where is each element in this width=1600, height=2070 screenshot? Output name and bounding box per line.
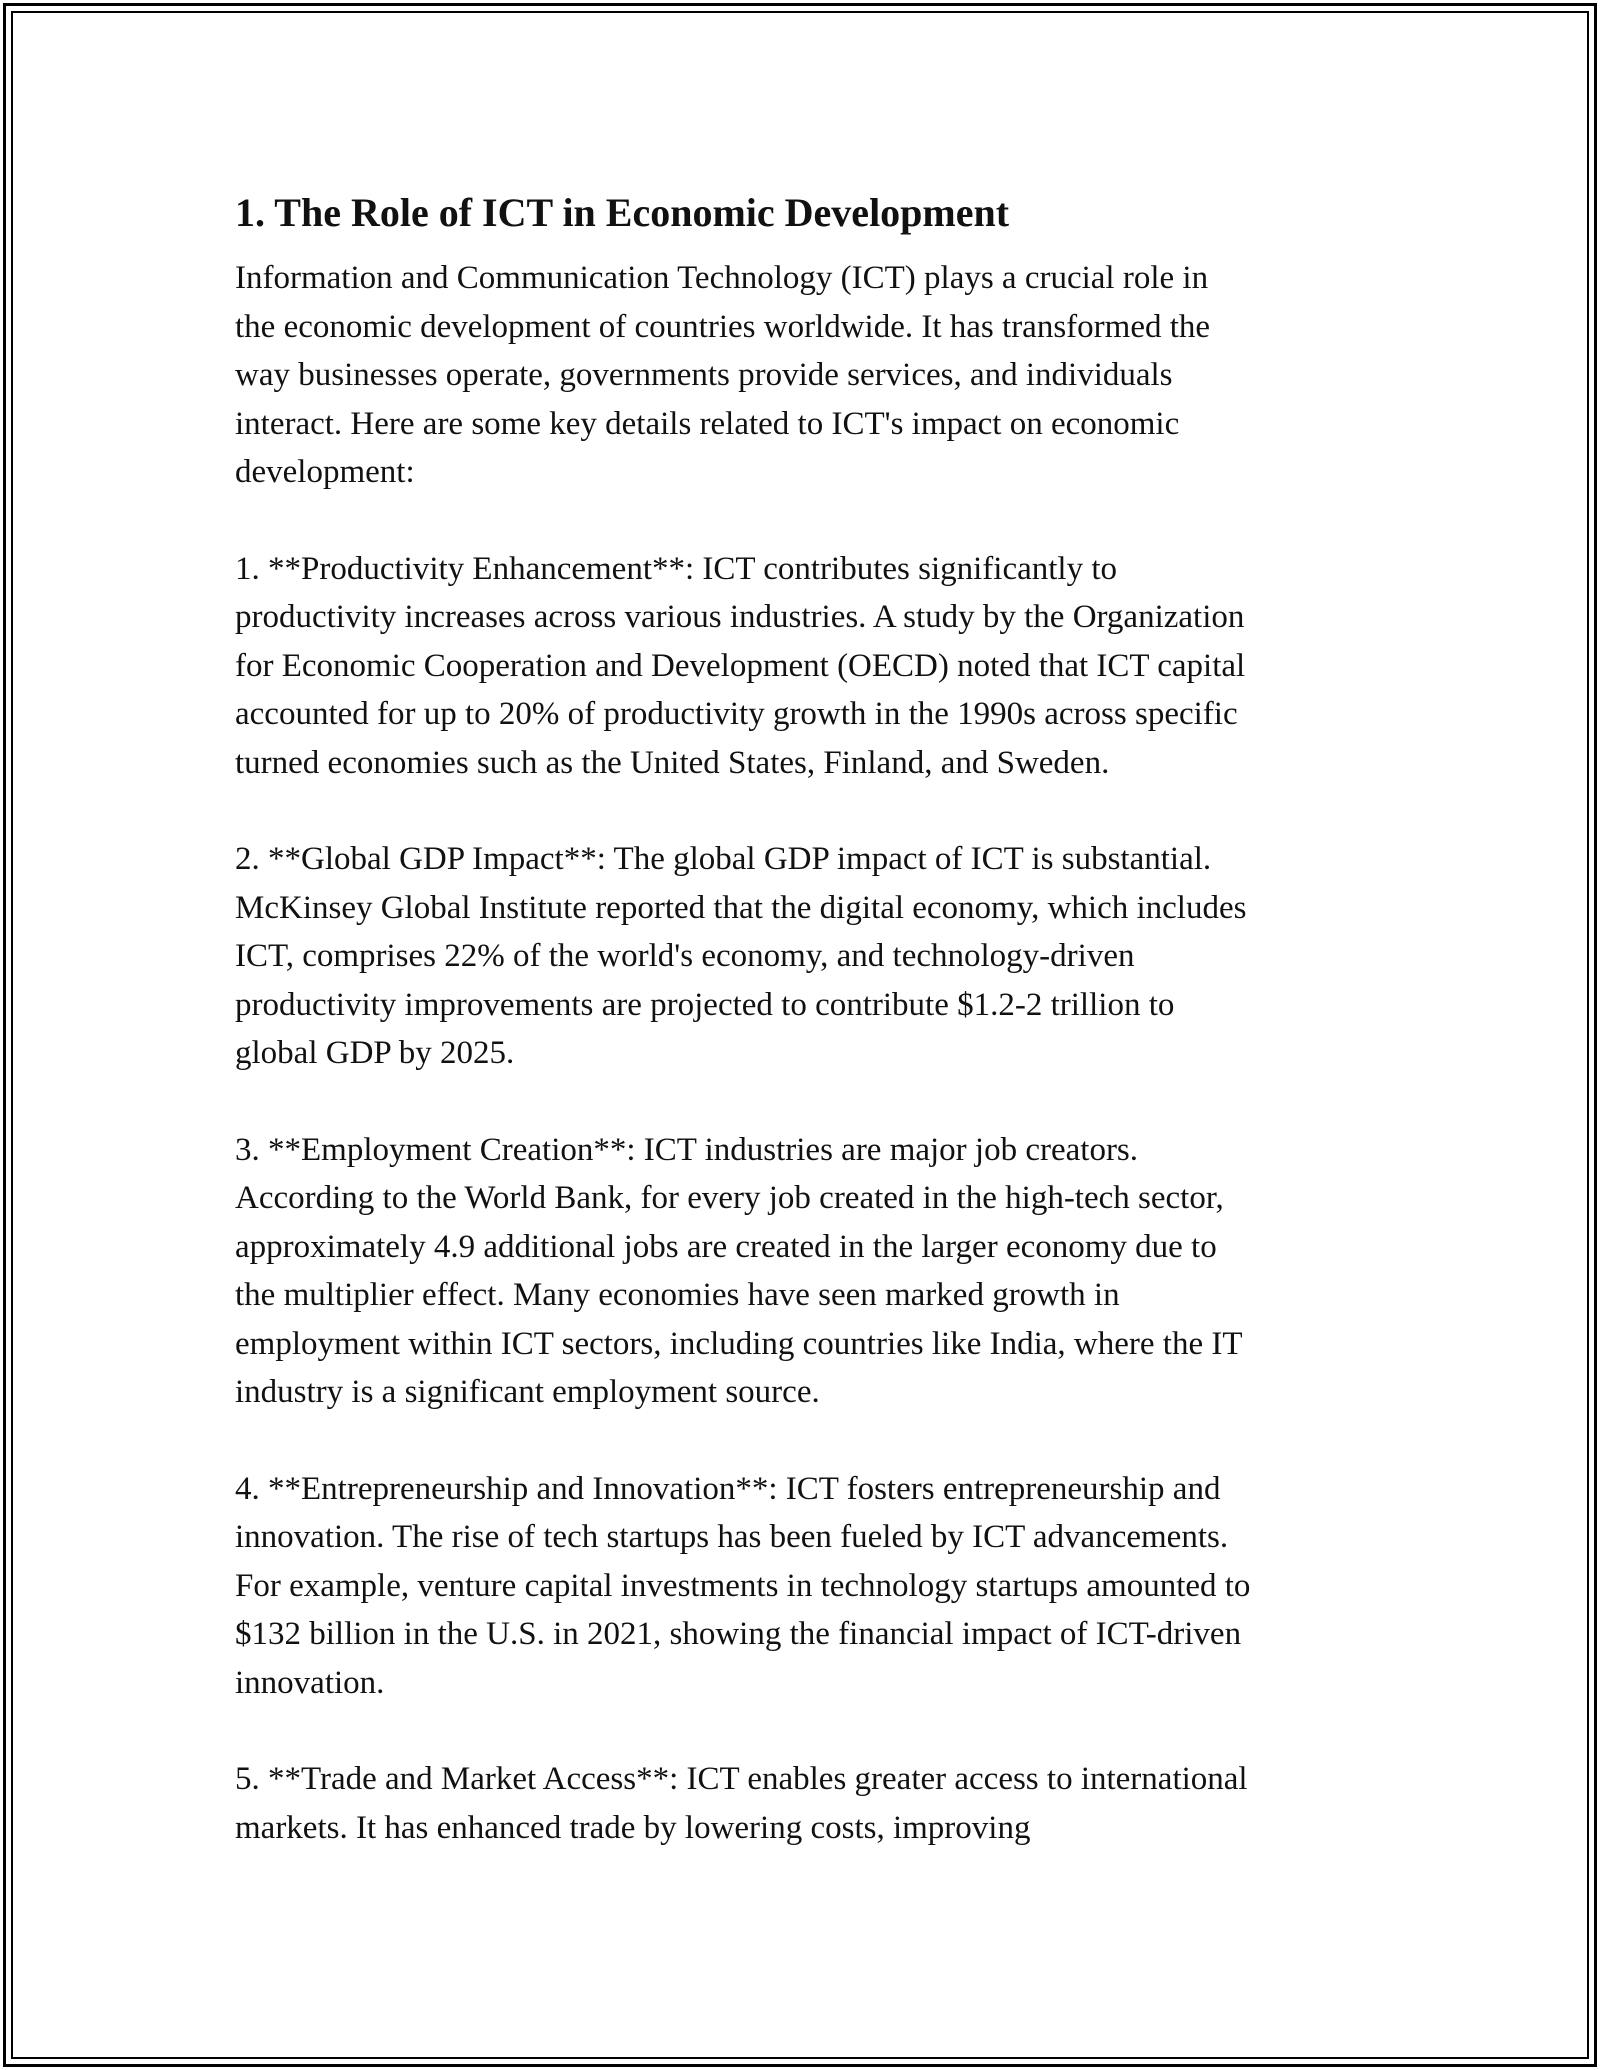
text-line: for Economic Cooperation and Development (OECD) noted that ICT capital — [235, 647, 1246, 684]
intro-paragraph — [235, 254, 1385, 497]
text-line: markets. It has enhanced trade by lowering costs, improving — [235, 1809, 1031, 1846]
point-gdp-paragraph — [235, 835, 1385, 1078]
text-line: way businesses operate, governments provide services, and individuals — [235, 357, 1173, 393]
text-line: $132 billion in the U.S. in 2021, showing the financial impact of ICT-driven — [235, 1616, 1242, 1652]
text-line: ICT, comprises 22% of the world's economy, and technology-driven — [235, 938, 1135, 974]
text-line: 5. **Trade and Market Access**: ICT enables greater access to international — [235, 1761, 1248, 1797]
text-line: industry is a significant employment source. — [235, 1374, 820, 1410]
text-line: interact. Here are some key details related to ICT's impact on economic — [235, 405, 1180, 442]
text-line: 2. **Global GDP Impact**: The global GDP impact of ICT is substantial. — [235, 841, 1212, 877]
text-line: development: — [235, 454, 415, 490]
text-line: productivity improvements are projected to contribute $1.2-2 trillion to — [235, 986, 1175, 1023]
text-line: turned economies such as the United States, Finland, and Sweden. — [235, 744, 1110, 781]
text-line: approximately 4.9 additional jobs are created in the larger economy due to — [235, 1228, 1217, 1265]
text-line: innovation. — [235, 1664, 385, 1701]
point-trade-paragraph — [235, 1755, 1385, 1852]
text-line: McKinsey Global Institute reported that the digital economy, which includes — [235, 889, 1247, 926]
section-heading: 1. The Role of ICT in Economic Development — [235, 190, 1010, 235]
point-productivity-paragraph — [235, 545, 1385, 788]
text-line: productivity increases across various industries. A study by the Organization — [235, 599, 1245, 635]
text-line: 3. **Employment Creation**: ICT industries are major job creators. — [235, 1131, 1139, 1168]
text-line: innovation. The rise of tech startups has been fueled by ICT advancements. — [235, 1519, 1229, 1555]
point-employment-paragraph — [235, 1126, 1385, 1417]
text-line: 4. **Entrepreneurship and Innovation**: ICT fosters entrepreneurship and — [235, 1470, 1221, 1507]
text-line: accounted for up to 20% of productivity growth in the 1990s across specific — [235, 696, 1238, 732]
text-line: 1. **Productivity Enhancement**: ICT contributes significantly to — [235, 550, 1117, 587]
text-line: According to the World Bank, for every job created in the high-tech sector, — [235, 1180, 1224, 1216]
document-body — [235, 188, 1385, 1900]
text-line: For example, venture capital investments in technology startups amounted to — [235, 1567, 1251, 1604]
point-entrepreneurship-paragraph — [235, 1465, 1385, 1708]
text-line: global GDP by 2025. — [235, 1035, 515, 1071]
text-line: the economic development of countries worldwide. It has transformed the — [235, 308, 1211, 345]
text-line: employment within ICT sectors, including countries like India, where the IT — [235, 1325, 1243, 1362]
text-line: the multiplier effect. Many economies have seen marked growth in — [235, 1277, 1120, 1313]
text-line: Information and Communication Technology (ICT) plays a crucial role in — [235, 260, 1209, 296]
